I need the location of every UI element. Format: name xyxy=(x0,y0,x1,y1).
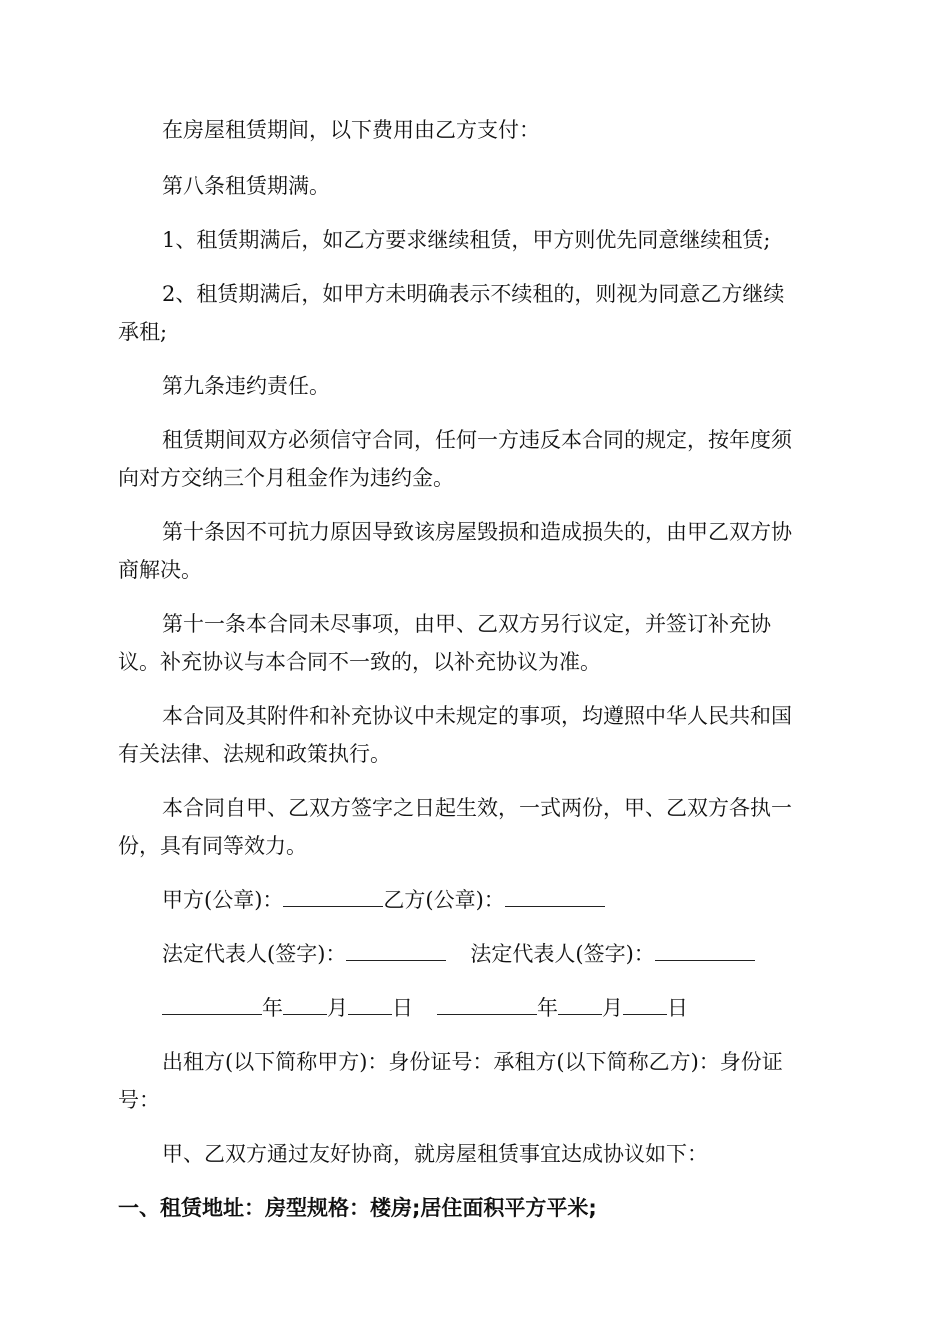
day-label: 日 xyxy=(392,996,413,1020)
article-11: 第十一条本合同未尽事项，由甲、乙双方另行议定，并签订补充协 xyxy=(162,612,771,636)
paragraph: 本合同及其附件和补充协议中未规定的事项，均遵照中华人民共和国 xyxy=(162,704,792,728)
year-blank-a[interactable] xyxy=(162,996,262,1015)
month-label: 月 xyxy=(327,996,348,1020)
seal-line xyxy=(162,888,882,912)
month-blank-b[interactable] xyxy=(558,996,602,1015)
legal-rep-a-blank[interactable] xyxy=(346,942,446,961)
party-a-seal-blank[interactable] xyxy=(283,888,383,907)
year-label: 年 xyxy=(262,996,283,1020)
paragraph: 甲、乙双方通过友好协商，就房屋租赁事宜达成协议如下： xyxy=(162,1142,708,1166)
paragraph-continuation: 向对方交纳三个月租金作为违约金。 xyxy=(118,466,454,490)
paragraph: 租赁期间双方必须信守合同，任何一方违反本合同的规定，按年度须 xyxy=(162,428,792,452)
legal-rep-a-label: 法定代表人(签字)： xyxy=(162,942,347,966)
paragraph-continuation: 商解决。 xyxy=(118,558,202,582)
party-b-seal-label: 乙方(公章)： xyxy=(383,888,505,912)
month-label: 月 xyxy=(602,996,623,1020)
parties-id-line: 出租方(以下简称甲方)：身份证号：承租方(以下简称乙方)：身份证 xyxy=(162,1050,783,1074)
day-blank-a[interactable] xyxy=(348,996,392,1015)
party-b-seal-blank[interactable] xyxy=(505,888,605,907)
paragraph-continuation: 议。补充协议与本合同不一致的，以补充协议为准。 xyxy=(118,650,601,674)
paragraph-continuation: 号： xyxy=(118,1088,160,1112)
paragraph: 2、租赁期满后，如甲方未明确表示不续租的，则视为同意乙方继续 xyxy=(162,282,785,306)
date-line xyxy=(162,996,882,1020)
article-10: 第十条因不可抗力原因导致该房屋毁损和造成损失的，由甲乙双方协 xyxy=(162,520,792,544)
paragraph: 在房屋租赁期间，以下费用由乙方支付： xyxy=(162,118,540,142)
legal-rep-b-blank[interactable] xyxy=(655,942,755,961)
legal-rep-b-label: 法定代表人(签字)： xyxy=(470,942,655,966)
legal-rep-line xyxy=(162,942,882,966)
paragraph-continuation: 有关法律、法规和政策执行。 xyxy=(118,742,391,766)
year-label: 年 xyxy=(537,996,558,1020)
day-blank-b[interactable] xyxy=(623,996,667,1015)
party-a-seal-label: 甲方(公章)： xyxy=(162,888,284,912)
month-blank-a[interactable] xyxy=(283,996,327,1015)
paragraph-continuation: 承租; xyxy=(118,320,168,344)
paragraph-continuation: 份，具有同等效力。 xyxy=(118,834,307,858)
day-label: 日 xyxy=(667,996,688,1020)
paragraph: 本合同自甲、乙双方签字之日起生效，一式两份，甲、乙双方各执一 xyxy=(162,796,792,820)
section-heading: 一、租赁地址：房型规格：楼房;居住面积平方平米; xyxy=(118,1196,597,1220)
paragraph: 1、租赁期满后，如乙方要求继续租赁，甲方则优先同意继续租赁; xyxy=(162,228,771,252)
year-blank-b[interactable] xyxy=(437,996,537,1015)
article-9-heading: 第九条违约责任。 xyxy=(162,374,330,398)
article-8-heading: 第八条租赁期满。 xyxy=(162,174,330,198)
